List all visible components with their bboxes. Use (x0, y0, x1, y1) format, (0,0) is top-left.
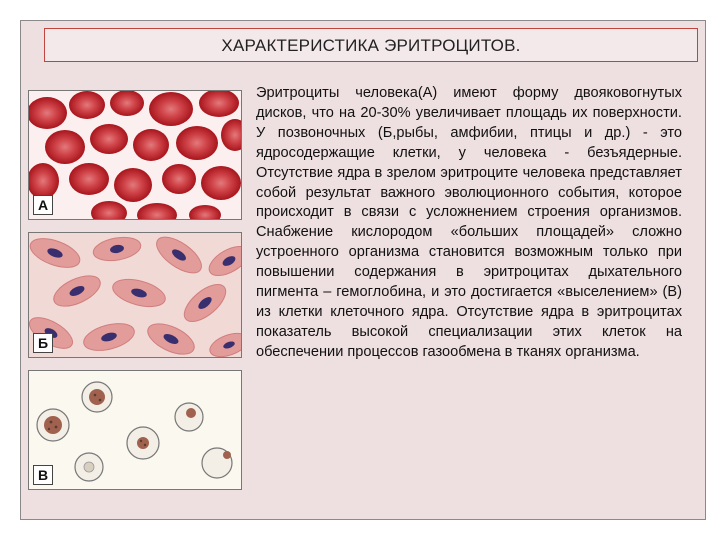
nucleated-erythrocytes-image (29, 233, 242, 358)
slide-title: ХАРАКТЕРИСТИКА ЭРИТРОЦИТОВ. (44, 28, 698, 62)
human-erythrocytes-image (29, 91, 242, 220)
panel-label-b: Б (33, 333, 53, 353)
photo-erythrocyte-denucleation (28, 370, 242, 490)
photo-human-erythrocytes (28, 90, 242, 220)
photo-nucleated-erythrocytes (28, 232, 242, 358)
body-paragraph: Эритроциты человека(А) имеют форму двояковогнутых дисков, что на 20-30% увеличивает площадь их поверхности. У позвоночных (Б,рыбы, амфибии, птицы и др.) - это ядросодержащие клетки, у человека - безъядерные. Отсутствие ядра в зрелом эритроците человека представляет собой результат важного эволюционного события, которое происходит в связи с усложнением строения организмов. Снабжение кислородом «больших площадей» сложно устроенного организма становится возможным только при повышении содержания в эритроцитах дыхательного пигмента – гемоглобина, и это достигается «выселением» (В) из клетки клеточного ядра. Отсутствие ядра в эритроцитах показатель высокой специализации этих клеток на обеспечении процессов газообмена в тканях организма. (256, 85, 682, 360)
panel-label-a: А (33, 195, 53, 215)
denucleation-drawing-image (29, 371, 242, 490)
panel-label-c: В (33, 465, 53, 485)
